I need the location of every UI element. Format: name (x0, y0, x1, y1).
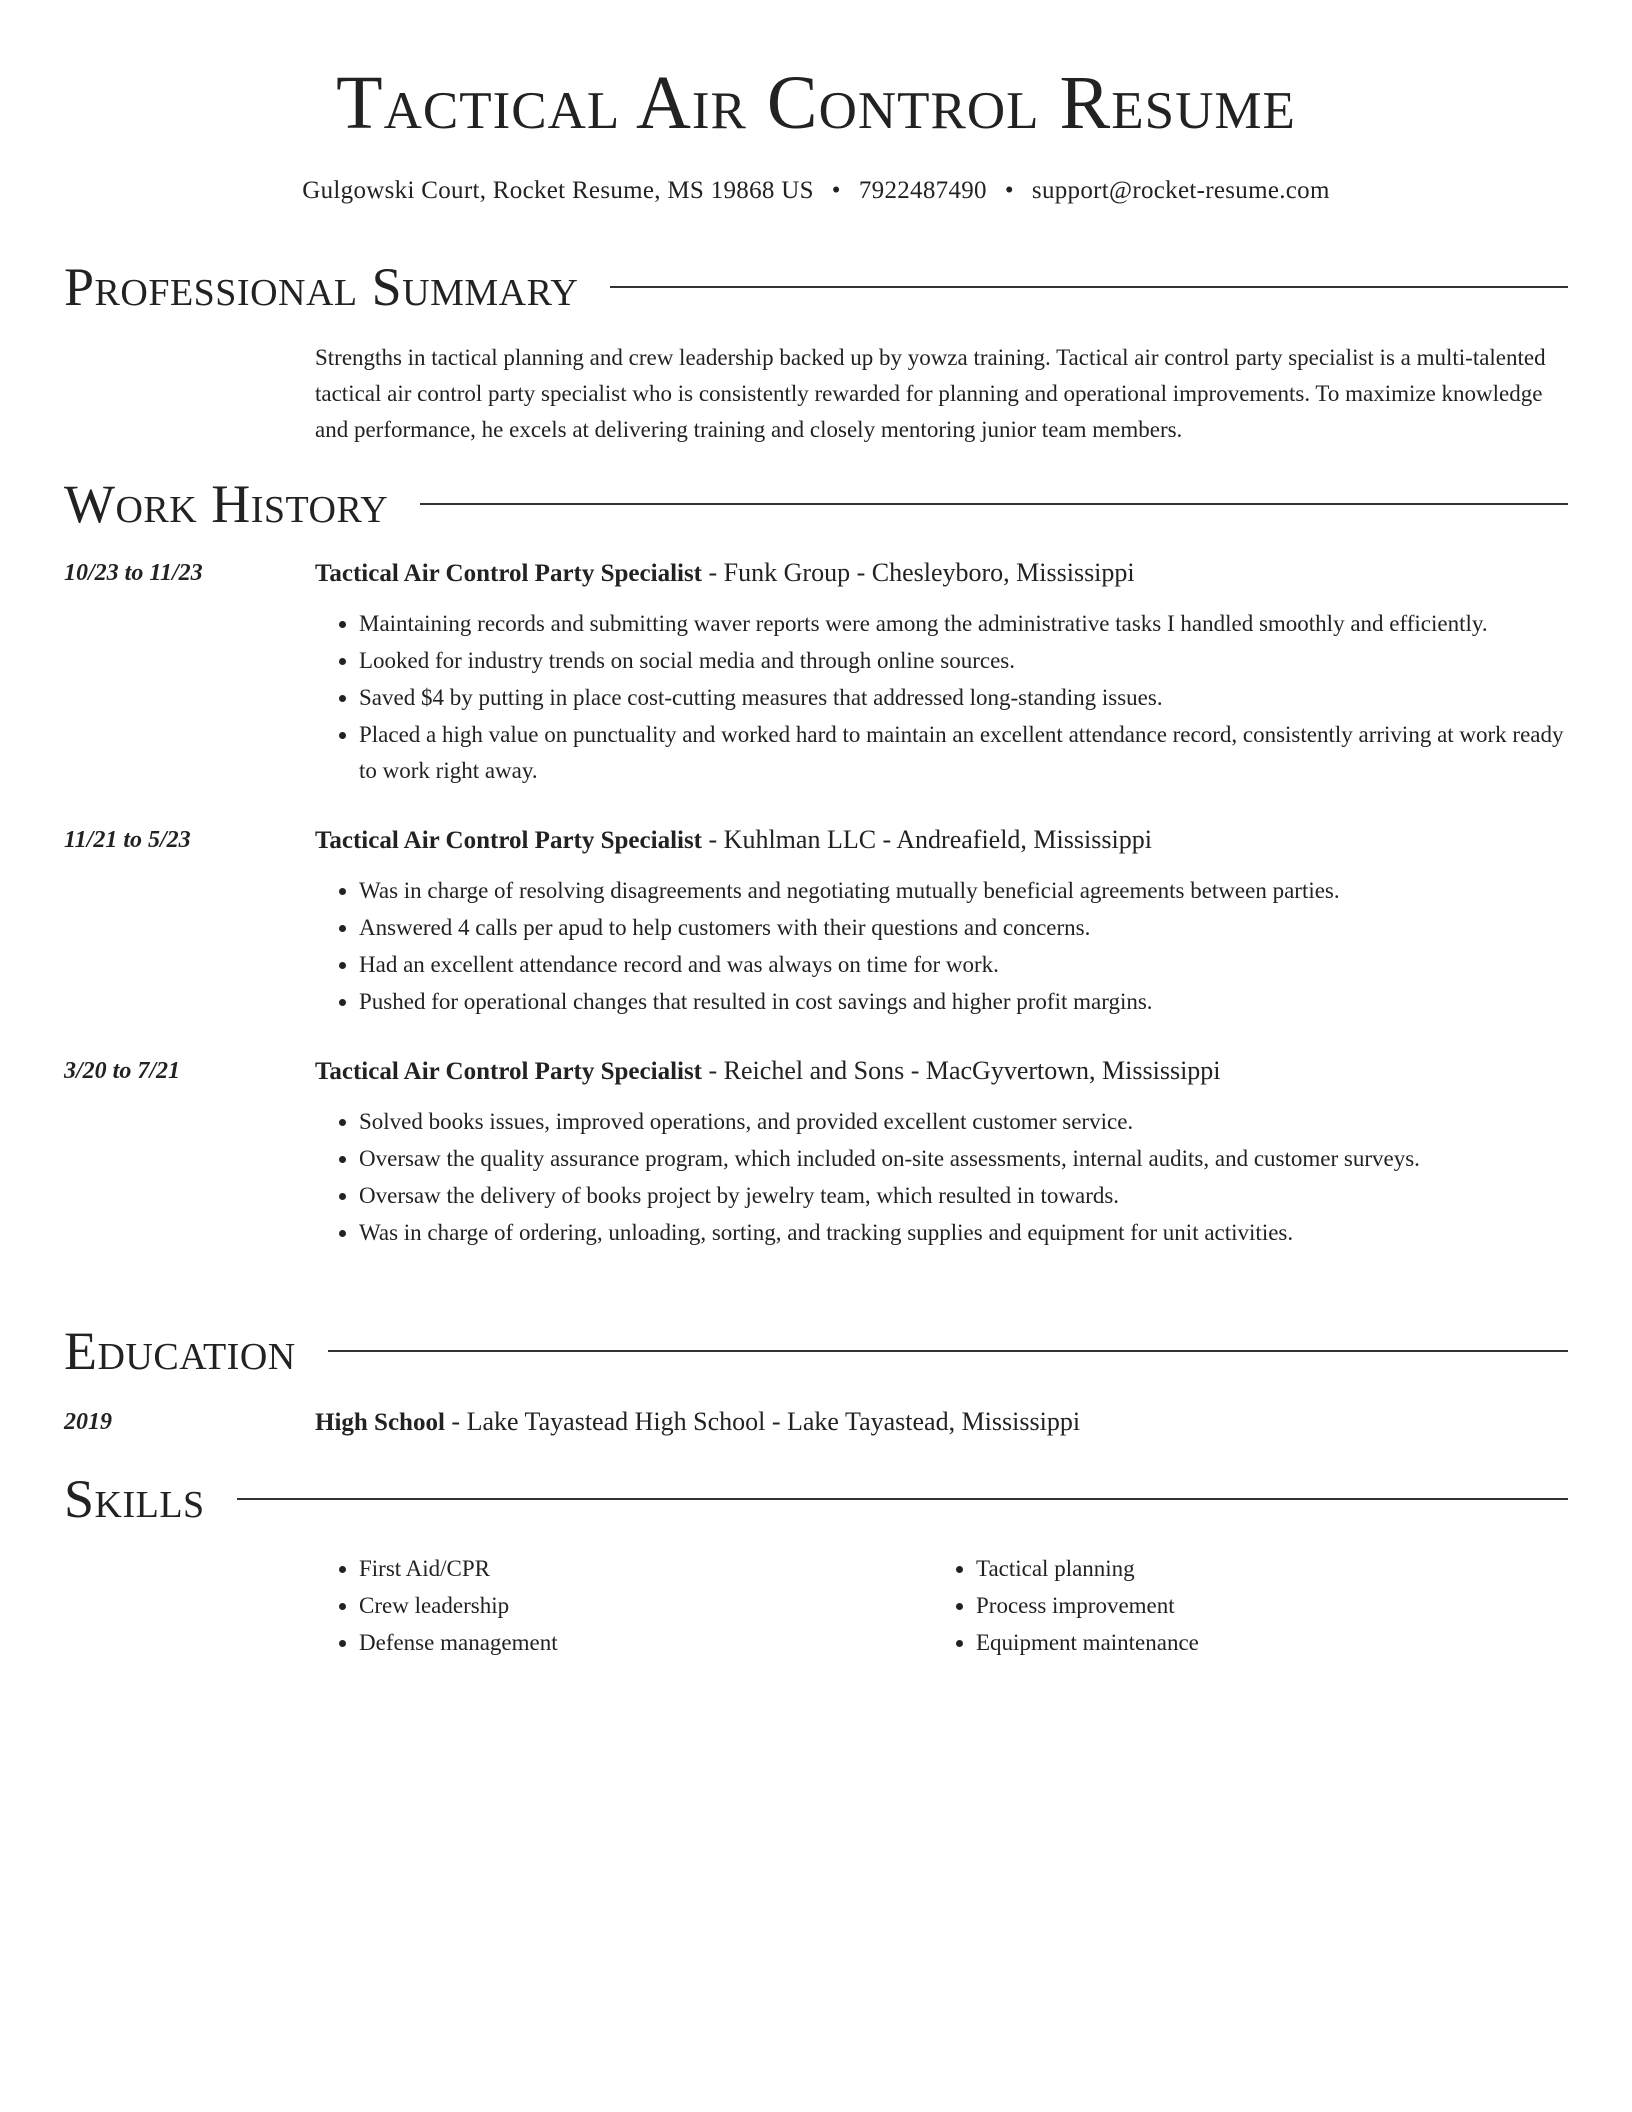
education-details: - Lake Tayastead High School - Lake Tayastead, Mississippi (444, 1407, 1081, 1436)
job-role: Tactical Air Control Party Specialist (315, 1058, 703, 1085)
job-content (315, 1053, 1568, 1251)
skill-item: • Defense management (359, 1624, 932, 1661)
skills-header (64, 1466, 1568, 1532)
skills-title: Skills (64, 1469, 205, 1529)
skills-list-right (932, 1550, 1549, 1661)
summary-section (64, 254, 1568, 448)
skills-list-left (315, 1550, 932, 1661)
contact-phone: 7922487490 (858, 177, 987, 204)
job-bullet: • Oversaw the delivery of books project by jewelry team, which resulted in towards. (359, 1178, 1568, 1214)
education-content (315, 1404, 1568, 1441)
job-bullet: • Answered 4 calls per apud to help customers with their questions and concerns. (359, 910, 1568, 946)
skill-item: • Equipment maintenance (976, 1624, 1549, 1661)
job-bullets (315, 606, 1568, 789)
job-bullet: • Was in charge of ordering, unloading, sorting, and tracking supplies and equipment for unit activities. (359, 1215, 1568, 1251)
skills-grid (315, 1550, 1568, 1661)
skills-section (64, 1466, 1568, 1661)
skill-item: • Process improvement (976, 1587, 1549, 1624)
job-details: - Funk Group - Chesleyboro, Mississippi (702, 558, 1135, 587)
job-heading (315, 1053, 1568, 1090)
education-heading (315, 1404, 1568, 1441)
resume-title: Tactical Air Control Resume (336, 61, 1296, 145)
job-role: Tactical Air Control Party Specialist (315, 560, 703, 587)
contact-separator: • (1004, 177, 1014, 204)
education-header (64, 1318, 1568, 1384)
job-role: Tactical Air Control Party Specialist (315, 827, 703, 854)
education-title: Education (64, 1321, 296, 1381)
job-bullet: • Oversaw the quality assurance program, which included on-site assessments, internal audits, and customer surveys. (359, 1141, 1568, 1177)
work-history-title: Work History (64, 474, 389, 534)
job-heading (315, 822, 1568, 859)
skill-item: • Tactical planning (976, 1550, 1549, 1587)
job-date: 3/20 to 7/21 (64, 1058, 181, 1084)
job-bullet: • Saved $4 by putting in place cost-cutting measures that addressed long-standing issues. (359, 680, 1568, 716)
job-details: - Reichel and Sons - MacGyvertown, Mississippi (702, 1056, 1221, 1085)
skill-item: • First Aid/CPR (359, 1550, 932, 1587)
job-content (315, 822, 1568, 1020)
contact-separator: • (831, 177, 841, 204)
work-history-section (64, 471, 1568, 1252)
job-bullet: • Placed a high value on punctuality and worked hard to maintain an excellent attendance record, consistently arriving at work ready to work right away. (359, 717, 1568, 789)
summary-title: Professional Summary (64, 257, 579, 317)
job-entry (64, 1053, 1568, 1251)
job-bullet: • Had an excellent attendance record and was always on time for work. (359, 947, 1568, 983)
work-history-header (64, 471, 1568, 537)
job-bullet: • Pushed for operational changes that resulted in cost savings and higher profit margins. (359, 984, 1568, 1020)
job-date: 11/21 to 5/23 (64, 827, 191, 853)
education-entry (64, 1404, 1568, 1441)
job-bullet: • Solved books issues, improved operations, and provided excellent customer service. (359, 1104, 1568, 1140)
education-date: 2019 (64, 1409, 112, 1435)
job-bullet: • Was in charge of resolving disagreements and negotiating mutually beneficial agreements between parties. (359, 873, 1568, 909)
education-section (64, 1318, 1568, 1441)
job-bullets (315, 1104, 1568, 1251)
skill-item: • Crew leadership (359, 1587, 932, 1624)
contact-email: support@rocket-resume.com (1031, 177, 1330, 204)
job-heading (315, 555, 1568, 592)
job-bullet: • Looked for industry trends on social media and through online sources. (359, 643, 1568, 679)
summary-header (64, 254, 1568, 320)
section-divider (420, 503, 1568, 505)
job-entry (64, 555, 1568, 789)
summary-text: Strengths in tactical planning and crew leadership backed up by yowza training. Tactical air control party specialist is a multi-talented tactical air control party specialist who is consistently rewarded for planning and operational improvements. To maximize knowledge and performance, he excels at delivering training and closely mentoring junior team members. (315, 345, 1546, 442)
education-degree: High School (315, 1409, 445, 1436)
job-bullets (315, 873, 1568, 1020)
job-content (315, 555, 1568, 789)
job-details: - Kuhlman LLC - Andreafield, Mississippi (702, 825, 1152, 854)
contact-line (64, 174, 1568, 208)
section-divider (237, 1498, 1568, 1500)
job-bullet: • Maintaining records and submitting waver reports were among the administrative tasks I handled smoothly and efficiently. (359, 606, 1568, 642)
section-divider (610, 286, 1568, 288)
section-divider (328, 1350, 1568, 1352)
contact-address: Gulgowski Court, Rocket Resume, MS 19868 US (302, 177, 814, 204)
job-date: 10/23 to 11/23 (64, 560, 203, 586)
job-entry (64, 822, 1568, 1020)
